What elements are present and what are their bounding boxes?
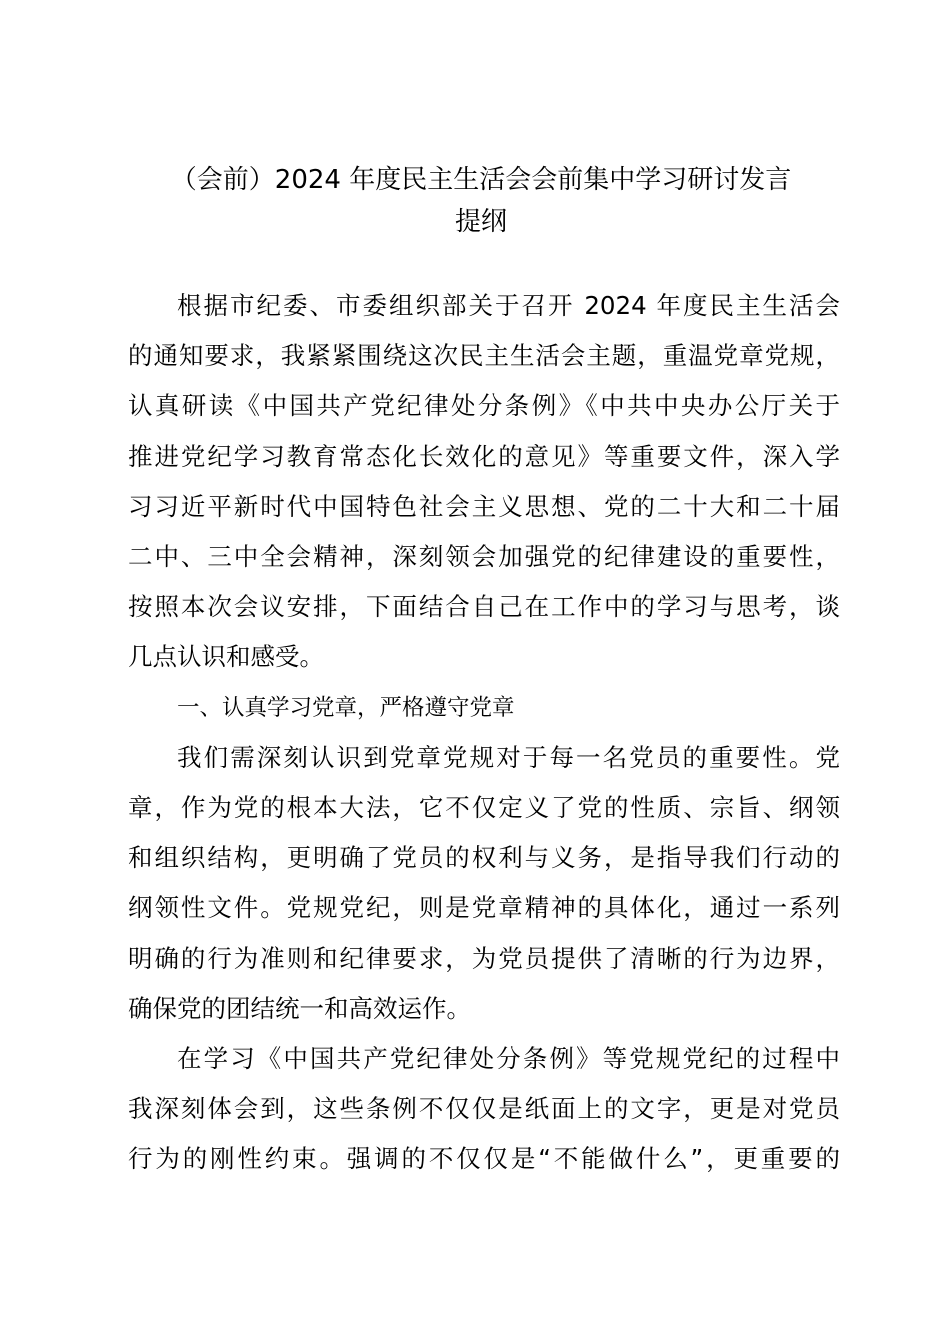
document-body [128, 281, 840, 1185]
text-line: 按照本次会议安排，下面结合自己在工作中的学习与思考，谈 [128, 592, 840, 622]
text-line: 纲领性文件。党规党纪，则是党章精神的具体化，通过一系列 [128, 893, 840, 923]
text-line: 行为的刚性约束。强调的不仅仅是“不能做什么”，更重要的 [128, 1144, 840, 1174]
document-title [126, 159, 836, 243]
text-line: 和组织结构，更明确了党员的权利与义务，是指导我们行动的 [128, 843, 840, 873]
text-line: 二中、三中全会精神，深刻领会加强党的纪律建设的重要性， [128, 542, 840, 572]
text-line: 几点认识和感受。 [128, 642, 324, 672]
text-line: 确保党的团结统一和高效运作。 [128, 993, 471, 1023]
text-line: 的通知要求，我紧紧围绕这次民主生活会主题，重温党章党规， [128, 341, 840, 371]
title-line: 提纲 [454, 207, 507, 237]
text-line: 明确的行为准则和纪律要求，为党员提供了清晰的行为边界， [128, 943, 840, 973]
text-line: 习习近平新时代中国特色社会主义思想、党的二十大和二十届 [128, 491, 840, 521]
text-line: 我深刻体会到，这些条例不仅仅是纸面上的文字，更是对党员 [128, 1094, 840, 1124]
text-line: 根据市纪委、市委组织部关于召开 2024 年度民主生活会 [177, 291, 840, 320]
title-line: （会前）2024 年度民主生活会会前集中学习研讨发言 [170, 165, 792, 195]
intro-paragraph [128, 281, 840, 683]
section-heading: 一、认真学习党章，严格遵守党章 [177, 694, 515, 721]
text-line: 章，作为党的根本大法，它不仅定义了党的性质、宗旨、纲领 [128, 793, 840, 823]
text-line: 认真研读《中国共产党纪律处分条例》《中共中央办公厅关于 [128, 391, 840, 421]
body-paragraph [128, 1034, 840, 1185]
text-line: 我们需深刻认识到党章党规对于每一名党员的重要性。党 [177, 742, 840, 772]
body-paragraph [128, 733, 840, 1034]
text-line: 在学习《中国共产党纪律处分条例》等党规党纪的过程中 [177, 1044, 840, 1074]
text-line: 推进党纪学习教育常态化长效化的意见》等重要文件，深入学 [128, 441, 840, 471]
